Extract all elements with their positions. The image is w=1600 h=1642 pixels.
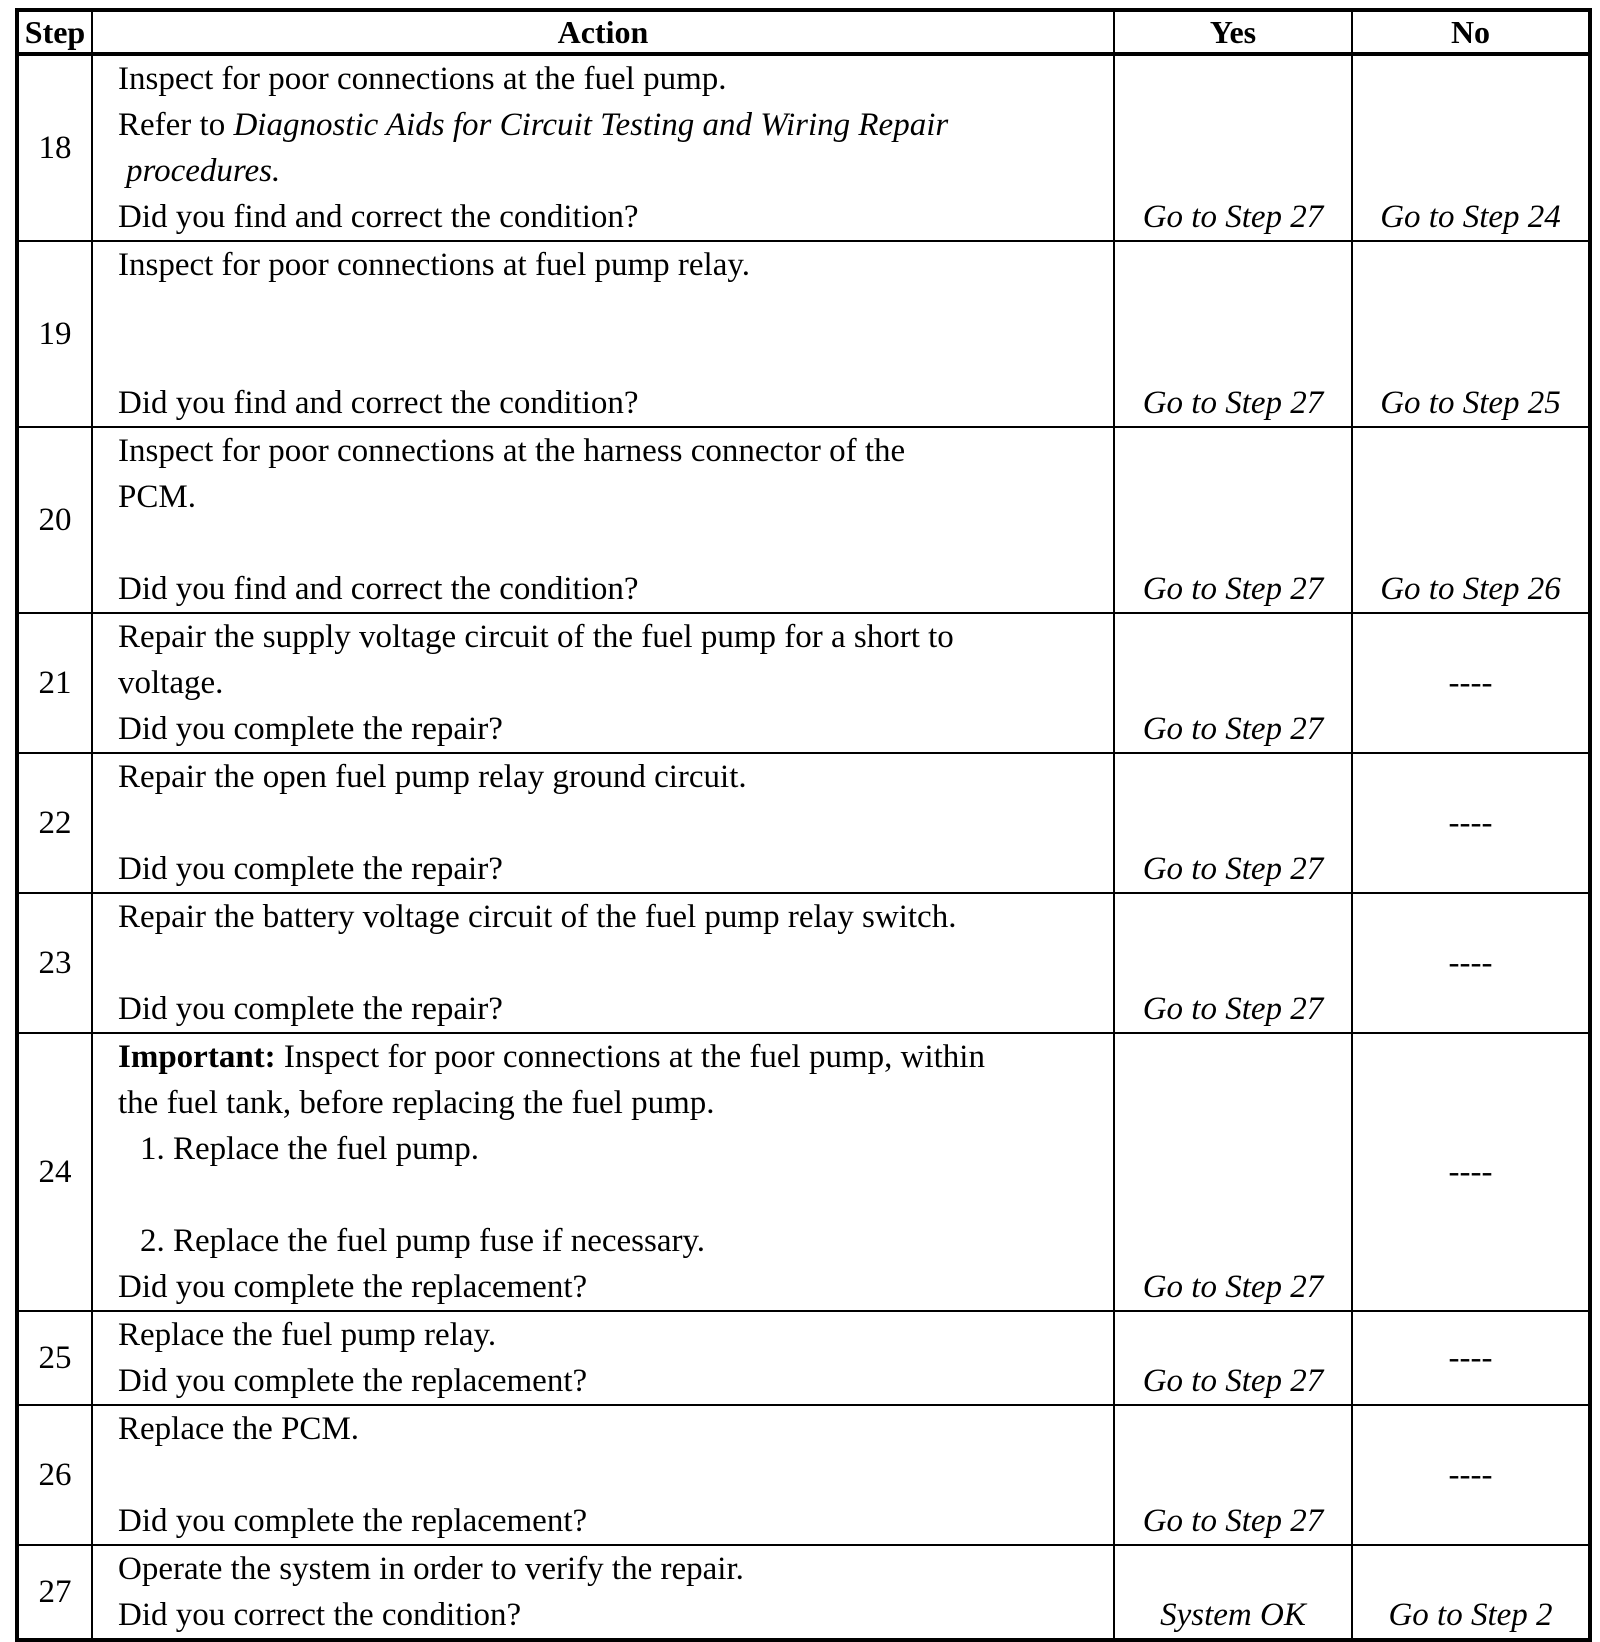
action-cell [92,1033,1114,1311]
table-row [17,54,1590,241]
action-question: Did you complete the repair? [118,851,503,887]
action-line: Inspect for poor connections at the harness connector of the [118,433,906,469]
no-cell: ---- [1352,1033,1590,1311]
no-cell: ---- [1352,1405,1590,1545]
table-row [17,1311,1590,1405]
action-cell [92,893,1114,1033]
spacer [118,1172,1103,1218]
step-number: 23 [17,893,92,1033]
action-line: Replace the PCM. [118,1411,360,1447]
action-line [118,148,1103,194]
yes-cell: Go to Step 27 [1114,893,1352,1033]
yes-cell: Go to Step 27 [1114,1311,1352,1405]
action-line: Repair the supply voltage circuit of the fuel pump for a short to [118,619,954,655]
header-row [17,10,1590,54]
table-row [17,1033,1590,1311]
action-question: Did you correct the condition? [118,1597,522,1633]
reference-link: procedures. [126,153,281,189]
table-row [17,241,1590,427]
action-line [118,102,1103,148]
yes-cell: Go to Step 27 [1114,613,1352,753]
important-label: Important: [118,1039,276,1075]
header-step: Step [17,10,92,54]
header-action: Action [92,10,1114,54]
no-cell: ---- [1352,613,1590,753]
no-cell: Go to Step 25 [1352,241,1590,427]
diagnostic-table [15,8,1592,1642]
spacer [118,1452,1103,1498]
action-cell [92,427,1114,613]
step-number: 26 [17,1405,92,1545]
reference-link: Diagnostic Aids for Circuit Testing and Wiring Repair [233,107,949,143]
action-question: Did you complete the replacement? [118,1503,588,1539]
step-number: 25 [17,1311,92,1405]
spacer [118,288,1103,380]
action-line [118,1034,1103,1080]
no-cell: Go to Step 2 [1352,1545,1590,1640]
step-number: 19 [17,241,92,427]
action-cell [92,1311,1114,1405]
action-text: Refer to [118,107,234,143]
no-cell: Go to Step 26 [1352,427,1590,613]
action-line: Repair the open fuel pump relay ground circuit. [118,759,747,795]
action-cell [92,613,1114,753]
step-number: 21 [17,613,92,753]
action-cell [92,753,1114,893]
no-cell: ---- [1352,893,1590,1033]
action-line: Repair the battery voltage circuit of the fuel pump relay switch. [118,899,957,935]
table-row [17,427,1590,613]
yes-cell: Go to Step 27 [1114,427,1352,613]
action-question: Did you find and correct the condition? [118,571,639,607]
header-yes: Yes [1114,10,1352,54]
action-line: Replace the fuel pump relay. [118,1317,497,1353]
table-row [17,1405,1590,1545]
no-cell: ---- [1352,1311,1590,1405]
step-number: 27 [17,1545,92,1640]
spacer [118,800,1103,846]
no-cell: Go to Step 24 [1352,54,1590,241]
table-row [17,753,1590,893]
step-number: 18 [17,54,92,241]
spacer [118,940,1103,986]
action-line: voltage. [118,665,224,701]
action-question: Did you find and correct the condition? [118,385,639,421]
no-cell: ---- [1352,753,1590,893]
yes-cell: Go to Step 27 [1114,241,1352,427]
table-row [17,613,1590,753]
action-line: Inspect for poor connections at the fuel pump. [118,61,727,97]
yes-cell: System OK [1114,1545,1352,1640]
action-question: Did you complete the repair? [118,711,503,747]
sub-step: 2. Replace the fuel pump fuse if necessary. [140,1223,706,1259]
action-question: Did you complete the repair? [118,991,503,1027]
action-line: PCM. [118,479,196,515]
action-cell [92,241,1114,427]
sub-step: 1. Replace the fuel pump. [140,1131,480,1167]
yes-cell: Go to Step 27 [1114,753,1352,893]
table-row [17,1545,1590,1640]
step-number: 22 [17,753,92,893]
action-question: Did you find and correct the condition? [118,199,639,235]
yes-cell: Go to Step 27 [1114,54,1352,241]
action-question: Did you complete the replacement? [118,1269,588,1305]
action-cell [92,54,1114,241]
action-question: Did you complete the replacement? [118,1363,588,1399]
step-number: 20 [17,427,92,613]
spacer [118,520,1103,566]
action-cell [92,1545,1114,1640]
action-line: the fuel tank, before replacing the fuel pump. [118,1085,715,1121]
yes-cell: Go to Step 27 [1114,1033,1352,1311]
header-no: No [1352,10,1590,54]
table-row [17,893,1590,1033]
action-line: Operate the system in order to verify the repair. [118,1551,744,1587]
yes-cell: Go to Step 27 [1114,1405,1352,1545]
action-line: Inspect for poor connections at fuel pump relay. [118,247,750,283]
action-cell [92,1405,1114,1545]
step-number: 24 [17,1033,92,1311]
action-text: Inspect for poor connections at the fuel pump, within [275,1039,985,1075]
